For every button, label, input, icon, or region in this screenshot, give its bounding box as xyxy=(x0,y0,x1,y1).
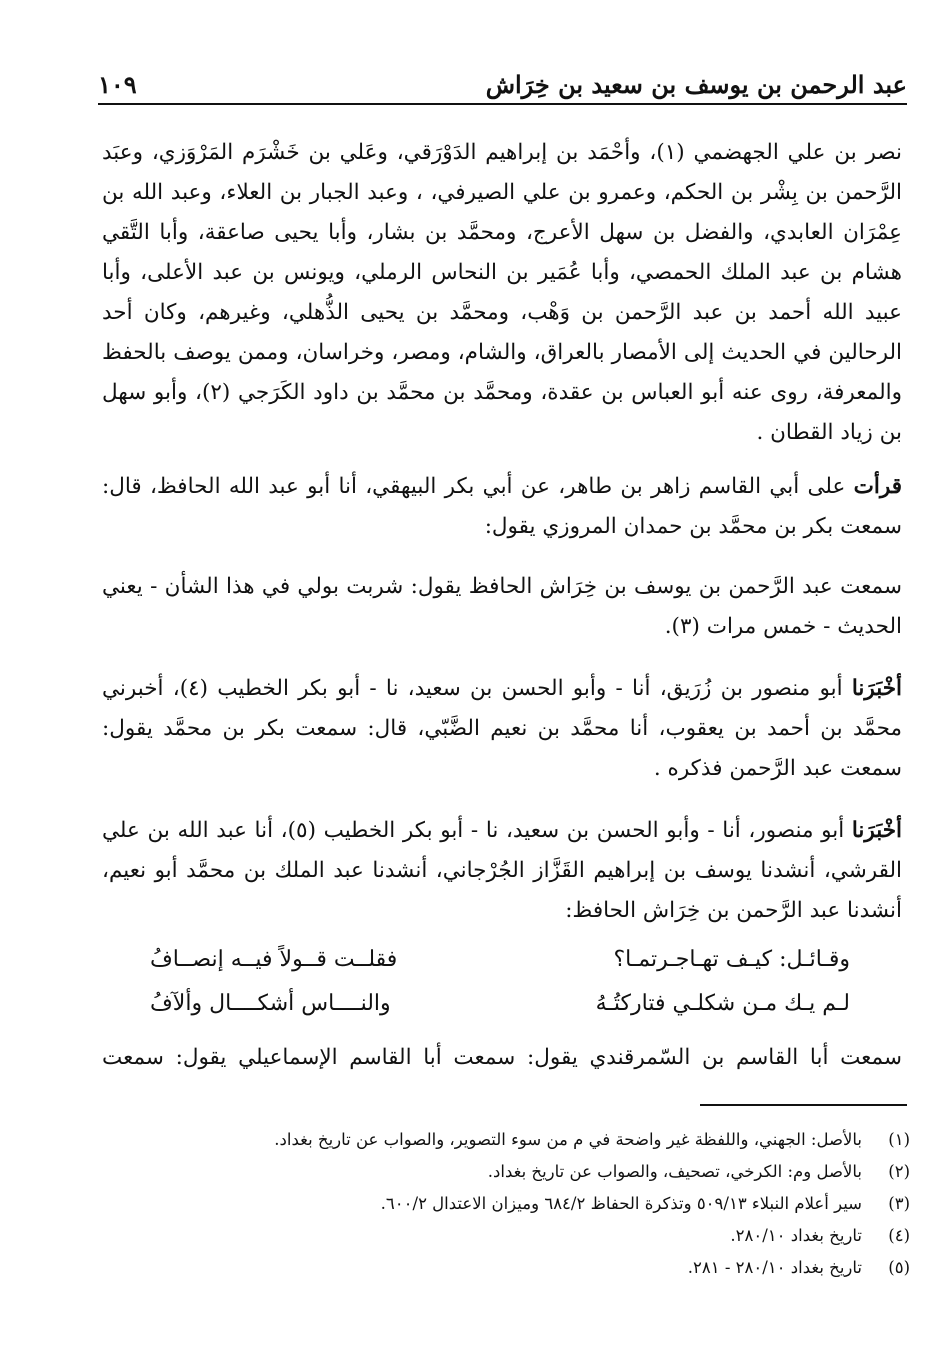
paragraph-4-lead: أخْبَرَنا xyxy=(851,676,903,701)
footnote-3 xyxy=(120,1188,910,1220)
footnote-text: بالأصل: الجهني، واللفظة غير واضحة في م من سوء التصوير، والصواب عن تاريخ بغداد. xyxy=(274,1130,862,1149)
paragraph-2-text: على أبي القاسم زاهر بن طاهر، عن أبي بكر البيهقي، أنا أبو عبد الله الحافظ، قال: سمعت بكر بن محمَّد بن حمدان المروزي يقول: xyxy=(102,474,902,539)
paragraph-2-lead: قرأت xyxy=(853,474,902,499)
verse-1 xyxy=(150,938,850,982)
paragraph-1: نصر بن علي الجهضمي (١)، وأحْمَد بن إبراهيم الدَوْرَقي، وعَلي بن خَشْرَم المَرْوَزي، وعبَد الرَّحمن بن بِشْر بن الحكم، وعمرو بن علي الصيرفي، ، وعبد الجبار بن العلاء، وعبد الله بن عِمْرَان العابدي، والفضل بن سهل الأعرج، ومحمَّد بن بشار، وأبا يحيى صاعقة، وأبا التَّقي هشام بن عبد الملك الحمصي، وأبا عُمَير بن النحاس الرملي، ويونس بن عبد الأعلى، وأبا عبيد الله أحمد بن عبد الرَّحمن بن وَهْب، ومحمَّد بن يحيى الذُّهلي، وغيرهم، وكان أحد الرحالين في الحديث إلى الأمصار بالعراق، والشام، ومصر، وخراسان، وممن يوصف بالحفظ والمعرفة، روى عنه أبو العباس بن عقدة، ومحمَّد بن محمَّد بن داود الكَرَجي (٢)، وأبو سهل بن زياد القطان . xyxy=(102,140,902,445)
footnote-5 xyxy=(120,1252,910,1284)
footnote-number: (١) xyxy=(888,1130,910,1149)
paragraph-4 xyxy=(102,669,902,789)
verse-2 xyxy=(150,982,850,1026)
footnote-number: (٢) xyxy=(888,1162,910,1181)
paragraph-5-lead: أخْبَرَنا xyxy=(851,818,902,843)
footnote-2 xyxy=(120,1156,910,1188)
footnote-1 xyxy=(120,1124,910,1156)
footnote-text: تاريخ بغداد ٢٨٠/١٠. xyxy=(730,1226,862,1245)
footnote-number: (٤) xyxy=(888,1226,910,1245)
footnote-text: بالأصل وم: الكرخي، تصحيف، والصواب عن تاريخ بغداد. xyxy=(487,1162,862,1181)
paragraph-4-text: أبو منصور بن زُرَيق، أنا - وأبو الحسن بن سعيد، نا - أبو بكر الخطيب (٤)، أخبرني محمَّد بن أحمد بن يعقوب، أنا محمَّد بن نعيم الضَّبّي، قال: سمعت بكر بن محمَّد يقول: سمعت عبد الرَّحمن فذكره . xyxy=(102,676,902,781)
running-title: عبد الرحمن بن يوسف بن سعيد بن خِرَاش xyxy=(485,70,907,99)
main-text xyxy=(102,133,902,931)
footnote-number: (٥) xyxy=(888,1258,910,1277)
paragraph-3: سمعت عبد الرَّحمن بن يوسف بن خِرَاش الحافظ يقول: شربت بولي في هذا الشأن - يعني الحديث - خمس مرات (٣). xyxy=(102,574,902,639)
verse-1-second-hemistich: فقلــت قــولاً فيــه إنصــافُ xyxy=(150,947,398,972)
footnote-4 xyxy=(120,1220,910,1252)
closing-line: سمعت أبا القاسم بن السّمرقندي يقول: سمعت أبا القاسم الإسماعيلي يقول: سمعت xyxy=(102,1045,902,1070)
poem xyxy=(150,938,850,1026)
page-number: ١٠٩ xyxy=(98,70,137,99)
header-rule xyxy=(98,103,907,105)
page-header xyxy=(98,62,907,106)
paragraph-5 xyxy=(102,811,902,931)
paragraph-2 xyxy=(102,467,902,547)
verse-2-first-hemistich: لـم يـك مـن شكلـي فتاركتُـهُ xyxy=(595,991,850,1016)
footnote-number: (٣) xyxy=(888,1194,910,1213)
paragraph-5-text: أبو منصور، أنا - وأبو الحسن بن سعيد، نا - أبو بكر الخطيب (٥)، أنا عبد الله بن علي القرشي، أنشدنا يوسف بن إبراهيم القَزَّاز الجُرْجاني، أنشدنا عبد الملك بن محمَّد أبو نعيم، أنشدنا عبد الرَّحمن بن خِرَاش الحافظ: xyxy=(102,818,902,923)
verse-2-second-hemistich: والنــــاس أشكــــال وألآفُ xyxy=(150,991,391,1016)
footnotes xyxy=(120,1124,910,1284)
footnote-text: سير أعلام النبلاء ٥٠٩/١٣ وتذكرة الحفاظ ٦٨٤/٢ وميزان الاعتدال ٦٠٠/٢. xyxy=(380,1194,862,1213)
footnote-text: تاريخ بغداد ٢٨٠/١٠ - ٢٨١. xyxy=(687,1258,862,1277)
footnote-separator xyxy=(700,1104,907,1106)
verse-1-first-hemistich: وقـائـل: كيـف تهـاجـرتمـا؟ xyxy=(613,947,850,972)
